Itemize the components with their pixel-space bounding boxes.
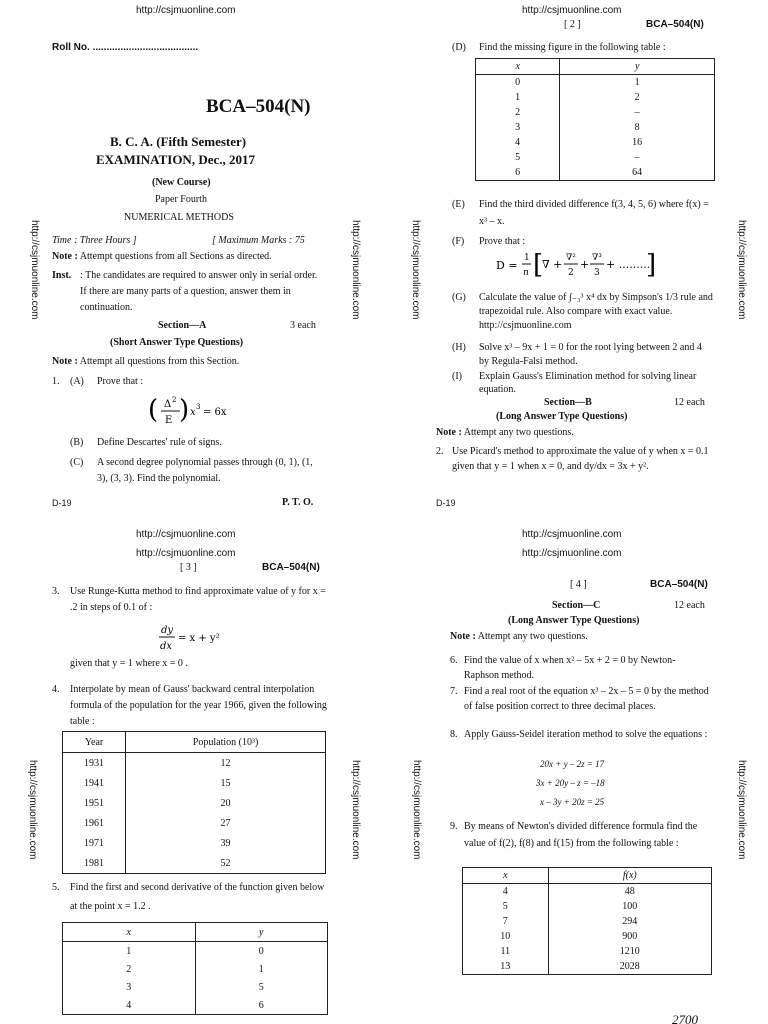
section-c-type: (Long Answer Type Questions) bbox=[508, 615, 640, 626]
table-row bbox=[63, 813, 326, 833]
side-url-left: http://csjmuonline.com bbox=[411, 760, 422, 860]
question-7: 7. Find a real root of the equation x³ – 2x – 5 = 0 by the method of false position correct to three decimal places. bbox=[450, 686, 709, 712]
equation-2: 3x + 20y – z = –18 bbox=[536, 778, 605, 788]
paper-code: BCA–504(N) bbox=[646, 19, 704, 30]
section-c-marks: 12 each bbox=[674, 600, 705, 611]
table-cell: 100 bbox=[548, 899, 711, 914]
side-url-right: http://csjmuonline.com bbox=[350, 220, 361, 320]
table-header-cell: Year bbox=[63, 732, 126, 753]
table-row bbox=[476, 105, 715, 120]
page-number: [ 4 ] bbox=[570, 579, 587, 590]
section-a-type: (Short Answer Type Questions) bbox=[110, 337, 244, 348]
question-1a-formula bbox=[148, 393, 238, 438]
max-marks-label: [ Maximum Marks : 75 bbox=[212, 235, 305, 246]
svg-text:= 6x: = 6x bbox=[203, 407, 227, 418]
table-cell: 7 bbox=[463, 914, 549, 929]
question-1b-label: (B) bbox=[70, 437, 84, 448]
svg-text:2: 2 bbox=[568, 268, 574, 278]
side-url-right: http://csjmuonline.com bbox=[350, 760, 361, 860]
paper-label: Paper Fourth bbox=[155, 194, 207, 205]
section-b-title: Section—B bbox=[544, 397, 592, 408]
general-note: Note : Attempt questions from all Sections as directed. bbox=[52, 251, 272, 262]
degree-title: B. C. A. (Fifth Semester) bbox=[110, 134, 247, 149]
question-1f-label: (F) bbox=[452, 236, 465, 247]
table-cell: 1210 bbox=[548, 944, 711, 959]
table-cell: 1 bbox=[63, 942, 196, 961]
question-1-number: 1. bbox=[52, 376, 60, 387]
table-cell: 1971 bbox=[63, 833, 126, 853]
table-cell: 1951 bbox=[63, 793, 126, 813]
question-1a-label: (A) bbox=[70, 376, 84, 387]
footer-code: D-19 bbox=[52, 498, 72, 508]
table-cell: 27 bbox=[126, 813, 326, 833]
table-cell: 8 bbox=[560, 120, 715, 135]
section-a-note: Note : Attempt all questions from this Section. bbox=[52, 356, 240, 367]
table-cell: 6 bbox=[195, 996, 328, 1015]
paper-code: BCA–504(N) bbox=[206, 96, 311, 117]
table-cell: 1981 bbox=[63, 853, 126, 874]
question-1h: (H) Solve x³ – 9x + 1 = 0 for the root lying between 2 and 4 by Regula-Falsi method. bbox=[452, 342, 702, 367]
table-row bbox=[463, 914, 712, 929]
question-6: 6. Find the value of x when x² – 5x + 2 = 0 by Newton-Raphson method. bbox=[450, 655, 676, 681]
question-3-given: given that y = 1 where x = 0 . bbox=[70, 658, 188, 669]
svg-text:∇²: ∇² bbox=[566, 253, 576, 263]
table-cell: 2 bbox=[560, 90, 715, 105]
table-cell: 15 bbox=[126, 773, 326, 793]
table-header-cell: Population (10³) bbox=[126, 732, 326, 753]
table-missing-figure bbox=[475, 58, 715, 181]
equation-1: 20x + y – 2z = 17 bbox=[540, 759, 605, 769]
page-3 bbox=[0, 512, 384, 1024]
table-row bbox=[476, 90, 715, 105]
exam-title: EXAMINATION, Dec., 2017 bbox=[96, 152, 255, 167]
svg-text:3: 3 bbox=[594, 268, 600, 278]
table-row bbox=[63, 793, 326, 813]
table-row bbox=[463, 884, 712, 900]
table-cell: 16 bbox=[560, 135, 715, 150]
svg-text:3: 3 bbox=[196, 403, 201, 411]
table-cell: 900 bbox=[548, 929, 711, 944]
table-row bbox=[476, 150, 715, 165]
svg-text:2: 2 bbox=[172, 396, 177, 404]
section-c-title: Section—C bbox=[552, 600, 601, 611]
table-row bbox=[63, 833, 326, 853]
question-1i: (I) Explain Gauss's Elimination method for solving linear equation. bbox=[452, 371, 697, 395]
table-cell: 5 bbox=[463, 899, 549, 914]
page-number: [ 3 ] bbox=[180, 562, 197, 573]
table-cell: 10 bbox=[463, 929, 549, 944]
table-cell: – bbox=[560, 105, 715, 120]
page-number: [ 2 ] bbox=[564, 19, 581, 30]
table-cell: 1961 bbox=[63, 813, 126, 833]
side-url-right: http://csjmuonline.com bbox=[736, 760, 747, 860]
table-header-row bbox=[463, 868, 712, 884]
page-2 bbox=[384, 0, 768, 512]
table-row bbox=[476, 120, 715, 135]
roll-number-label: Roll No. ...................................... bbox=[52, 42, 199, 53]
table-cell: 2 bbox=[476, 105, 560, 120]
table-row bbox=[63, 960, 328, 978]
svg-text:+ .........: + ......... bbox=[606, 258, 651, 271]
table-cell: 2 bbox=[63, 960, 196, 978]
header-url-1: http://csjmuonline.com bbox=[136, 529, 236, 540]
course-label: (New Course) bbox=[152, 177, 211, 188]
table-cell: 1941 bbox=[63, 773, 126, 793]
table-cell: 12 bbox=[126, 753, 326, 774]
header-url-1: http://csjmuonline.com bbox=[522, 529, 622, 540]
table-cell: 4 bbox=[476, 135, 560, 150]
side-url-right: http://csjmuonline.com bbox=[736, 220, 747, 320]
table-cell: 3 bbox=[476, 120, 560, 135]
svg-text:∇ +: ∇ + bbox=[542, 258, 563, 271]
table-row bbox=[476, 165, 715, 181]
side-url-left: http://csjmuonline.com bbox=[29, 220, 40, 320]
table-cell: 4 bbox=[63, 996, 196, 1015]
table-cell: 1 bbox=[195, 960, 328, 978]
table-cell: 294 bbox=[548, 914, 711, 929]
table-cell: 6 bbox=[476, 165, 560, 181]
table-row bbox=[463, 944, 712, 959]
table-header-cell: x bbox=[63, 923, 196, 942]
footer-code: D-19 bbox=[436, 498, 456, 508]
header-url: http://csjmuonline.com bbox=[136, 5, 236, 16]
time-label: Time : Three Hours ] bbox=[52, 235, 137, 246]
question-8: 8. Apply Gauss-Seidel iteration method to solve the equations : bbox=[450, 729, 708, 740]
table-cell: 5 bbox=[476, 150, 560, 165]
question-1g: (G) Calculate the value of ∫₋₃³ x⁴ dx by Simpson's 1/3 rule and trapezoidal rule. Also compare with exact value. http://csjmuonline.com bbox=[452, 292, 713, 331]
svg-text:dy: dy bbox=[161, 625, 174, 636]
svg-text:1: 1 bbox=[524, 253, 530, 263]
footer-pto: P. T. O. bbox=[282, 497, 314, 508]
section-b-note: Note : Attempt any two questions. bbox=[436, 427, 574, 438]
page-4 bbox=[384, 512, 768, 1024]
table-row bbox=[63, 853, 326, 874]
table-cell: 20 bbox=[126, 793, 326, 813]
page-1 bbox=[0, 0, 384, 512]
table-cell: 1 bbox=[476, 90, 560, 105]
table-derivative bbox=[62, 922, 328, 1015]
table-row bbox=[63, 996, 328, 1015]
table-cell: 4 bbox=[463, 884, 549, 900]
table-cell: 39 bbox=[126, 833, 326, 853]
question-1b-text: Define Descartes' rule of signs. bbox=[97, 437, 222, 448]
table-header-cell: f(x) bbox=[548, 868, 711, 884]
table-cell: 2028 bbox=[548, 959, 711, 975]
svg-text:E: E bbox=[165, 415, 173, 426]
table-header-row bbox=[63, 923, 328, 942]
header-url: http://csjmuonline.com bbox=[522, 5, 622, 16]
header-url-2: http://csjmuonline.com bbox=[522, 548, 622, 559]
svg-text:): ) bbox=[179, 395, 190, 425]
section-a-title: Section—A bbox=[158, 320, 207, 331]
question-3: 3. Use Runge-Kutta method to find approximate value of y for x = .2 in steps of 0.1 of : bbox=[52, 586, 326, 613]
question-1d-text: Find the missing figure in the following table : bbox=[479, 42, 666, 53]
section-c-note: Note : Attempt any two questions. bbox=[450, 631, 588, 642]
question-5: 5. Find the first and second derivative of the function given below at the point x = 1.2 . bbox=[52, 882, 325, 912]
section-b-type: (Long Answer Type Questions) bbox=[496, 411, 628, 422]
table-row bbox=[476, 75, 715, 91]
table-cell: 1931 bbox=[63, 753, 126, 774]
table-cell: 13 bbox=[463, 959, 549, 975]
footer-number: 2700 bbox=[672, 1012, 698, 1024]
table-cell: 5 bbox=[195, 978, 328, 996]
instructions: Inst. : The candidates are required to answer only in serial order. If there are many parts of a question, answer them in continuation. bbox=[52, 270, 318, 313]
svg-text:Δ: Δ bbox=[164, 399, 172, 410]
table-row bbox=[63, 942, 328, 961]
table-cell: 52 bbox=[126, 853, 326, 874]
table-header-row bbox=[63, 732, 326, 753]
table-cell: 3 bbox=[63, 978, 196, 996]
table-row bbox=[63, 978, 328, 996]
question-1a-text: Prove that : bbox=[97, 376, 144, 387]
svg-text:[: [ bbox=[533, 250, 544, 280]
section-a-marks: 3 each bbox=[290, 320, 316, 331]
question-1d-label: (D) bbox=[452, 42, 466, 53]
table-population bbox=[62, 731, 326, 874]
table-cell: 48 bbox=[548, 884, 711, 900]
table-row bbox=[476, 135, 715, 150]
table-cell: 64 bbox=[560, 165, 715, 181]
section-b-marks: 12 each bbox=[674, 397, 705, 408]
question-1c: (C) A second degree polynomial passes through (0, 1), (1, 3), (3, 3). Find the polynomial. bbox=[70, 457, 313, 484]
table-row bbox=[463, 899, 712, 914]
table-cell: 11 bbox=[463, 944, 549, 959]
table-header-cell: x bbox=[476, 59, 560, 75]
svg-text:]: ] bbox=[646, 250, 656, 280]
table-header-row bbox=[476, 59, 715, 75]
table-cell: 1 bbox=[560, 75, 715, 91]
header-url-2: http://csjmuonline.com bbox=[136, 548, 236, 559]
table-cell: 0 bbox=[195, 942, 328, 961]
question-3-formula bbox=[158, 620, 228, 661]
paper-code: BCA–504(N) bbox=[650, 579, 708, 590]
paper-code: BCA–504(N) bbox=[262, 562, 320, 573]
question-1f-text: Prove that : bbox=[479, 236, 526, 247]
table-header-cell: y bbox=[195, 923, 328, 942]
table-cell: – bbox=[560, 150, 715, 165]
svg-text:dx: dx bbox=[160, 641, 173, 652]
question-9: 9. By means of Newton's divided difference formula find the value of f(2), f(8) and f(15) from the following table : bbox=[450, 821, 698, 849]
subject-title: NUMERICAL METHODS bbox=[124, 212, 234, 223]
svg-text:n: n bbox=[523, 268, 529, 278]
table-header-cell: x bbox=[463, 868, 549, 884]
svg-text:(: ( bbox=[148, 395, 159, 425]
table-header-cell: y bbox=[560, 59, 715, 75]
table-divided-difference bbox=[462, 867, 712, 975]
side-url-left: http://csjmuonline.com bbox=[410, 220, 421, 320]
svg-text:+: + bbox=[580, 258, 590, 271]
question-4: 4. Interpolate by mean of Gauss' backward central interpolation formula of the population for the year 1966, given the following table : bbox=[52, 684, 327, 727]
table-row bbox=[63, 773, 326, 793]
question-2: 2. Use Picard's method to approximate the value of y when x = 0.1 given that y = 1 when x = 0, and dy/dx = 3x + y². bbox=[436, 446, 709, 472]
svg-text:x: x bbox=[190, 407, 196, 418]
svg-text:∇³: ∇³ bbox=[592, 253, 602, 263]
svg-text:D =: D = bbox=[496, 259, 518, 272]
table-row bbox=[63, 753, 326, 774]
equation-3: x – 3y + 20z = 25 bbox=[540, 797, 605, 807]
table-row bbox=[463, 959, 712, 975]
table-row bbox=[463, 929, 712, 944]
question-1f-formula bbox=[496, 246, 656, 289]
side-url-left: http://csjmuonline.com bbox=[27, 760, 38, 860]
question-1e: (E) Find the third divided difference f(3, 4, 5, 6) where f(x) = x³ – x. bbox=[452, 199, 709, 227]
svg-text:= x + y²: = x + y² bbox=[178, 633, 220, 644]
table-cell: 0 bbox=[476, 75, 560, 91]
